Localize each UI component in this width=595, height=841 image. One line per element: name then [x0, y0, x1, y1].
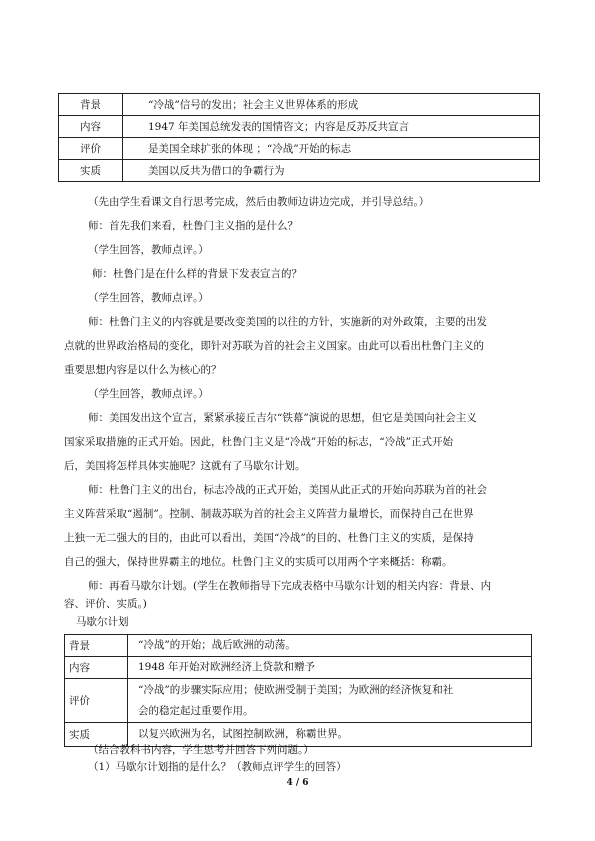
- row-value: 1948 年开始对欧洲经济上贷款和赠予: [128, 657, 532, 679]
- paragraph-line: （学生回答，教师点评。）: [88, 292, 209, 304]
- paragraph-line: 师：美国发出这个宣言，紧紧承接丘吉尔“铁幕”演说的思想，但它是美国向社会主义: [88, 412, 477, 424]
- row-value: 1947 年美国总统发表的国情咨文；内容是反苏反共宣言: [123, 116, 540, 138]
- paragraph-line: （学生回答，教师点评。）: [88, 388, 209, 400]
- table-caption: 马歇尔计划: [76, 616, 129, 628]
- paragraph-line: 师：杜鲁门是在什么样的背景下发表宣言的？: [92, 268, 302, 280]
- marshall-plan-table: [64, 634, 532, 747]
- row-label: 背景: [59, 94, 123, 116]
- row-value: “冷战”信号的发出；社会主义世界体系的形成: [123, 94, 540, 116]
- table-row: [59, 138, 540, 160]
- paragraph-line: 师：杜鲁门主义的出台，标志冷战的正式开始，美国从此正式的开始向苏联为首的社会: [88, 484, 487, 496]
- table-row: [59, 116, 540, 138]
- paragraph-line: （学生回答，教师点评。）: [88, 244, 209, 256]
- paragraph-line: （1）马歇尔计划指的是什么？（教师点评学生的回答）: [88, 761, 347, 773]
- paragraph-line: 上独一无二强大的目的，由此可以看出，美国“冷战”的目的、杜鲁门主义的实质，是保持: [64, 532, 474, 544]
- row-label: 评价: [65, 679, 128, 723]
- table-row: [65, 657, 532, 679]
- table-row: [59, 94, 540, 116]
- row-label: 内容: [65, 657, 128, 679]
- row-label: 实质: [65, 723, 128, 747]
- paragraph-line: 容、评价、实质。): [64, 598, 147, 610]
- paragraph-line: 重要思想内容是以什么为核心的？: [64, 364, 222, 376]
- row-value: 以复兴欧洲为名，试图控制欧洲，称霸世界。: [128, 723, 532, 747]
- row-value: “冷战”的开始；战后欧洲的动荡。: [128, 635, 532, 657]
- row-label: 评价: [59, 138, 123, 160]
- row-value: [128, 679, 532, 723]
- paragraph-line: 国家采取措施的正式开始。因此，杜鲁门主义是“冷战”开始的标志，“冷战”正式开始: [64, 436, 453, 448]
- row-value: 是美国全球扩张的体现 ；“冷战”开始的标志: [123, 138, 540, 160]
- paragraph-line: 点就的世界政治格局的变化，即针对苏联为首的社会主义国家。由此可以看出杜鲁门主义的: [64, 340, 484, 352]
- table-row: [65, 635, 532, 657]
- paragraph-line: 主义阵营采取“遏制”。控制、制裁苏联为首的社会主义阵营力量增长，而保持自己在世界: [64, 508, 474, 520]
- row-label: 内容: [59, 116, 123, 138]
- row-value-line: “冷战”的步骤实际应用；使欧洲受制于美国；为欧洲的经济恢复和社: [138, 683, 454, 696]
- page-number: 4 / 6: [286, 778, 309, 788]
- row-value-line: 会的稳定起过重要作用。: [138, 704, 254, 717]
- truman-doctrine-table: [58, 93, 540, 182]
- table-row: [65, 679, 532, 723]
- paragraph-line: 自己的强大，保持世界霸主的地位。杜鲁门主义的实质可以用两个字来概括：称霸。: [64, 556, 453, 568]
- row-label: 实质: [59, 160, 123, 182]
- row-label: 背景: [65, 635, 128, 657]
- paragraph-line: 后，美国将怎样具体实施呢？这就有了马歇尔计划。: [64, 460, 306, 472]
- table-row: [59, 160, 540, 182]
- paragraph-line: 师：再看马歇尔计划。(学生在教师指导下完成表格中马歇尔计划的相关内容：背景、内: [88, 580, 492, 592]
- paragraph-line: 师：杜鲁门主义的内容就是要改变美国的以往的方针，实施新的对外政策，主要的出发: [88, 316, 487, 328]
- row-value: 美国以反共为借口的争霸行为: [123, 160, 540, 182]
- paragraph-line: （先由学生看课文自行思考完成，然后由教师边讲边完成，并引导总结。）: [88, 196, 430, 208]
- paragraph-line: 师：首先我们来看，杜鲁门主义指的是什么？: [88, 220, 298, 232]
- paragraph-line: （结合教科书内容，学生思考并回答下列问题。）: [88, 744, 314, 756]
